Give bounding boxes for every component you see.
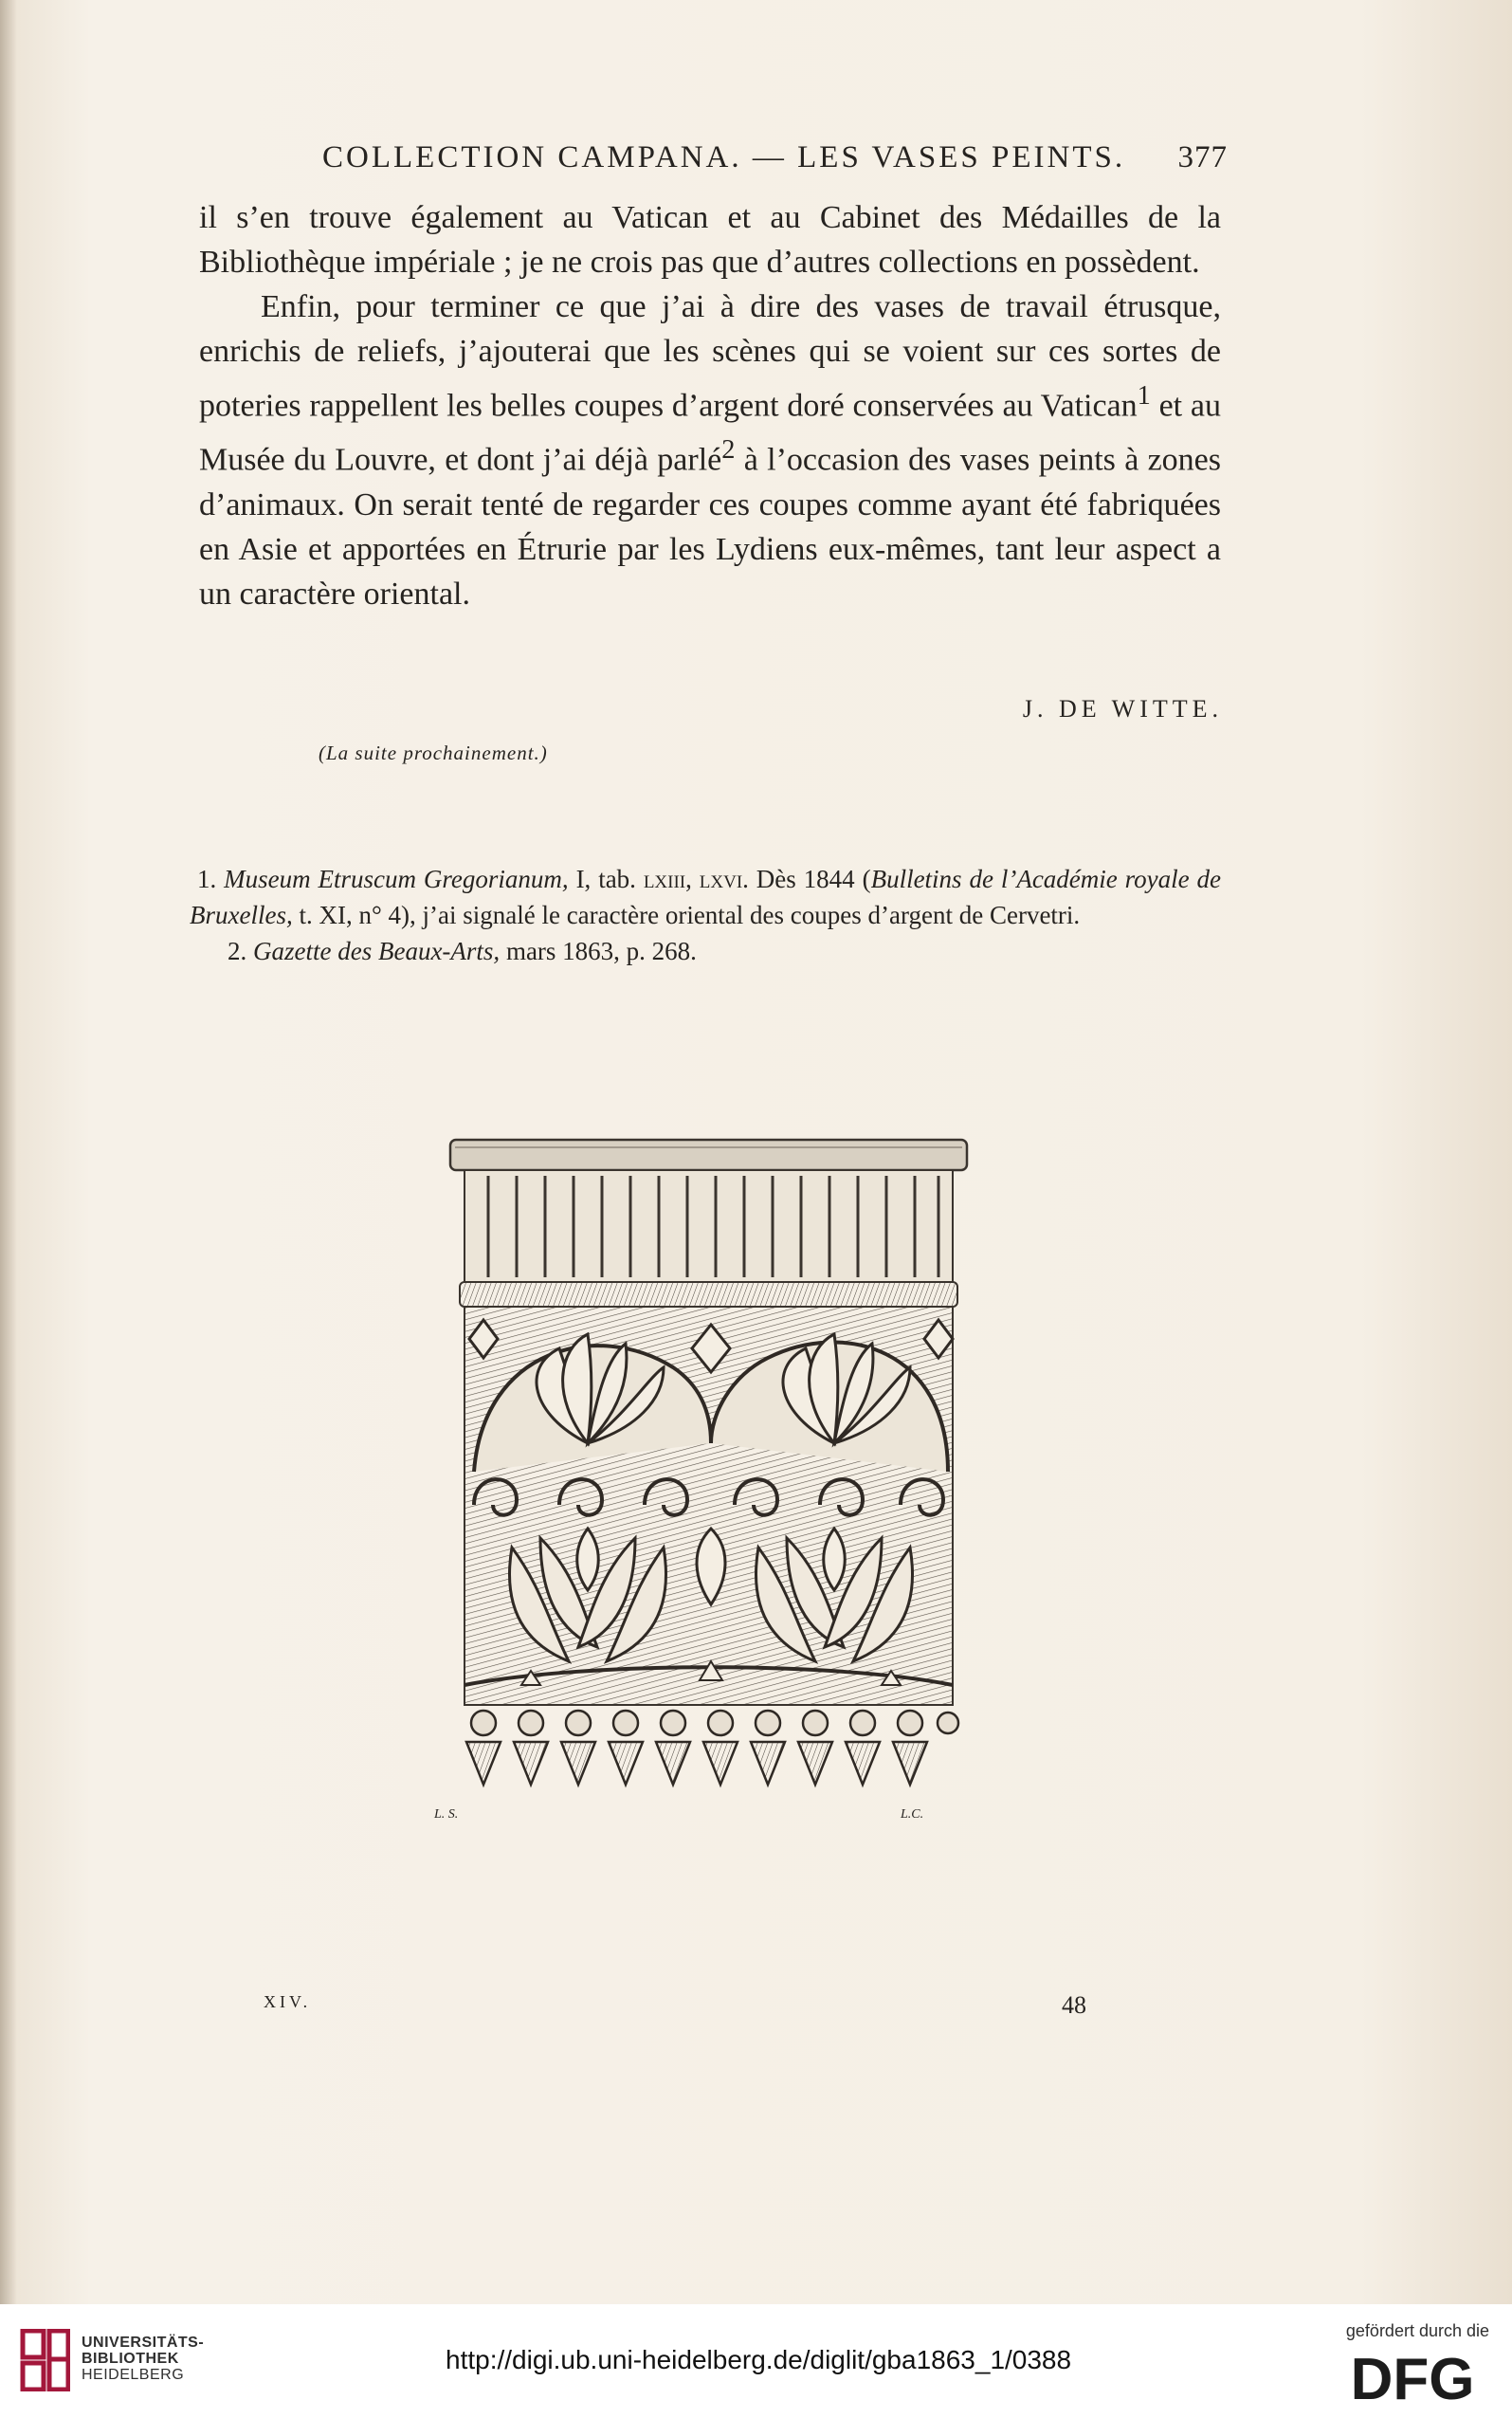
footnote-ref-1: 1: [1137, 381, 1151, 411]
footnote-2: [190, 933, 1221, 969]
continuation-note: (La suite prochainement.): [319, 742, 548, 764]
footnotes: [190, 861, 1221, 969]
sheet-number: 48: [1062, 1991, 1086, 2019]
vase-rim: [450, 1140, 967, 1170]
footnote-2-title: Gazette des Beaux-Arts,: [253, 937, 501, 965]
paragraph-continued: il s’en trouve également au Vatican et au Cabinet des Médailles de la Bibliothèque impériale ; je ne crois pas que d’autres collections en possèdent.: [199, 200, 1221, 280]
digitization-footer: [0, 2304, 1512, 2418]
footnote-2-rest: mars 1863, p. 268.: [500, 937, 697, 965]
vase-ridge: [460, 1282, 957, 1307]
footnote-1: [190, 861, 1221, 933]
paragraph-text-part3: à l’occasion des vases peints à zones d’animaux. On serait tenté de regarder ces coupes comme ayant été fabriquées en Asie et apportées en Étrurie par les Lydiens eux-mêmes, tant leur aspect a un caractère oriental.: [199, 442, 1221, 612]
footnote-1-number: 1.: [197, 865, 217, 893]
vase-fluting: [465, 1170, 953, 1282]
running-head: [190, 140, 1228, 182]
engraver-initials-right: L.C.: [901, 1807, 924, 1822]
footnote-ref-2: 2: [721, 435, 736, 466]
dfg-logo-text: DFG: [1350, 2350, 1475, 2407]
page-number: 377: [1177, 140, 1228, 174]
engraved-relief-illustration: [446, 1130, 976, 1818]
library-name-line3: HEIDELBERG: [82, 2367, 185, 2383]
footnote-1-date: . Dès 1844 (: [742, 865, 871, 893]
footnote-1-ref: I, tab.: [568, 865, 644, 893]
footnote-2-number: 2.: [228, 937, 247, 965]
library-name-line2: BIBLIOTHEK: [82, 2351, 179, 2367]
running-title: COLLECTION CAMPANA. — LES VASES PEINTS.: [322, 140, 1126, 174]
library-name: [82, 2335, 252, 2383]
footnote-1-plates: lxiii, lxvi: [643, 865, 743, 893]
paragraph-text-part2: et au Musée du Louvre, et dont j’ai déjà parlé: [199, 388, 1221, 478]
funding-label: gefördert durch die: [1345, 2321, 1489, 2340]
body-text: [199, 195, 1221, 616]
paragraph-enfin: [199, 284, 1221, 616]
paragraph-text-part1: Enfin, pour terminer ce que j’ai à dire des vases de travail étrusque, enrichis de reliefs, j’ajouterai que les scènes qui se voient sur ces sortes de poteries rappellent les belles coupes d’argent doré conservées au Vatican: [199, 289, 1221, 424]
page-gutter-shadow: [0, 0, 17, 2304]
author-signature: J. DE WITTE.: [1022, 695, 1223, 723]
ub-heidelberg-logo-icon: [19, 2329, 70, 2391]
library-name-line1: UNIVERSITÄTS-: [82, 2335, 205, 2351]
permalink-url[interactable]: http://digi.ub.uni-heidelberg.de/diglit/gba1863_1/0388: [446, 2345, 1072, 2374]
dfg-logo-icon[interactable]: [1332, 2350, 1493, 2407]
footnote-1-title: Museum Etruscum Gregorianum,: [224, 865, 569, 893]
footnote-1-rest: t. XI, n° 4), j’ai signalé le caractère oriental des coupes d’argent de Cervetri.: [292, 901, 1081, 929]
library-logo[interactable]: [19, 2323, 256, 2399]
engraver-initials-left: L. S.: [434, 1807, 459, 1822]
printer-signature-mark: XIV.: [264, 1992, 312, 2011]
footnote-1-journal: Bulletins de l’Académie royale de Bruxelles,: [190, 865, 1222, 929]
